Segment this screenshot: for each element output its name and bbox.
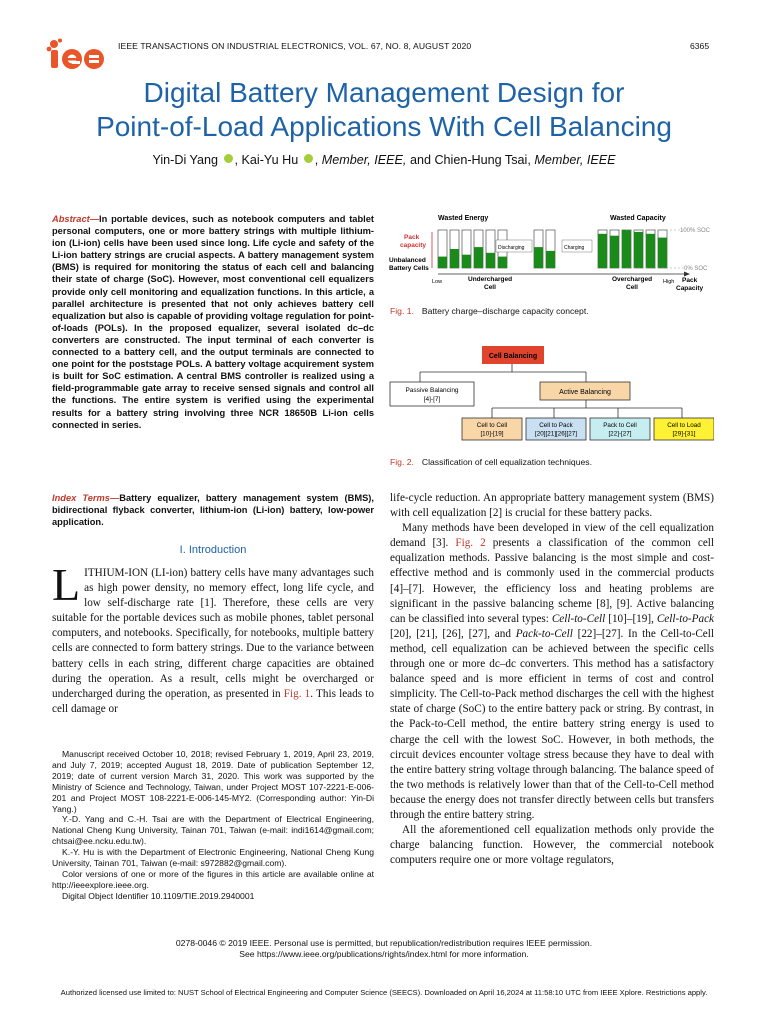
fig1-cell-fill xyxy=(610,236,619,268)
paper-title xyxy=(40,76,728,144)
cell-to-cell-term: Cell-to-Cell xyxy=(551,612,606,625)
fig2-leaf-label: [20][21][26][27] xyxy=(534,430,578,438)
title-line-2: Point-of-Load Applications With Cell Balancing xyxy=(96,111,672,142)
fig1-cell-fill xyxy=(658,238,667,268)
fig1-cell-fill xyxy=(622,230,631,268)
fig2-leaf-label: [10]-[19] xyxy=(480,430,504,438)
copyright-line-1: 0278-0046 © 2019 IEEE. Personal use is permitted, but republication/redistribution requires IEEE permission. xyxy=(175,938,593,948)
author-1: Yin-Di Yang xyxy=(152,153,219,167)
intro-text-a: (LI-ion) battery cells have many advantages such as high power density, no memory effect, long life cycle, and low self-discharge rate [1]. Therefore, these cells are very suitable for the portable devices such as mobile phones, tablet personal computers, and notebooks. Specifically, for notebooks, multiple battery cells are connected to form battery strings. Due to the variance between battery cells in each string, different charge capacities are obtained during the operation. As a result, cells might be overcharged or undercharged during the operation, as presented in xyxy=(52,567,374,700)
abstract-label: Abstract— xyxy=(52,214,100,224)
page-number: 6365 xyxy=(690,41,710,51)
fig1-cells-mid xyxy=(534,230,555,268)
license-notice: Authorized licensed use limited to: NUST School of Electrical Engineering and Computer Science (SEECS). Downloaded on April 16,2024 at 11:58:10 UTC from IEEE Xplore. Restrictions apply. xyxy=(60,988,708,997)
fig1-cell-fill xyxy=(498,257,507,268)
fig1-soc-0: 0% SOC xyxy=(684,266,708,272)
copyright-line-2: See https://www.ieee.org/publications/rights/index.html for more information. xyxy=(239,949,529,959)
fig2-root: Cell Balancing xyxy=(488,353,538,360)
fig1-unbalanced-2: Battery Cells xyxy=(389,265,429,272)
footnote: Color versions of one or more of the figures in this article are available online at http://ieeexplore.ieee.org. xyxy=(52,868,374,890)
index-terms-text: Battery equalizer, battery management system (BMS), bidirectional flyback converter, lithium-ion (Li-ion) battery, low-power application. xyxy=(52,493,374,528)
fig1-wasted-capacity: Wasted Capacity xyxy=(610,215,666,222)
footnotes xyxy=(52,749,374,902)
fig2-leaf-label: [22]-[27] xyxy=(608,430,632,438)
fig1-cell-fill xyxy=(450,249,459,268)
fig2-passive-2: [4]-[7] xyxy=(423,396,441,403)
right-paragraph-3: All the aforementioned cell equalization methods only provide the charge balancing function. However, the commercial notebook computers require one or more voltage regulators, xyxy=(390,824,714,867)
journal-header: IEEE TRANSACTIONS ON INDUSTRIAL ELECTRONICS, VOL. 67, NO. 8, AUGUST 2020 xyxy=(118,41,472,51)
fig1-link[interactable]: Fig. 1 xyxy=(283,687,311,700)
intro-paragraph xyxy=(52,559,374,717)
fig2-leaf-label: [29]-[31] xyxy=(672,430,696,438)
p2-text-c: [10]–[19], xyxy=(605,612,657,625)
fig1-cell-fill xyxy=(546,251,555,268)
fig1-pack-capacity-2: capacity xyxy=(400,242,427,249)
fig2-caption-label: Fig. 2. xyxy=(390,457,414,467)
footnote: K.-Y. Hu is with the Department of Electronic Engineering, National Cheng Kung University, Tainan 701, Taiwan (e-mail: s972882@gmail.com). xyxy=(52,847,374,869)
fig2-link[interactable]: Fig. 2 xyxy=(455,537,486,550)
fig1-pack-cap-right-2: Capacity xyxy=(676,285,704,292)
fig1-cell-fill xyxy=(438,257,447,268)
fig1-caption-label: Fig. 1. xyxy=(390,306,414,316)
fig2-leaf-label: Pack to Cell xyxy=(603,422,637,429)
fig1-caption xyxy=(390,306,589,316)
abstract-text: In portable devices, such as notebook computers and tablet personal computers, one or more battery strings with multiple lithium-ion (Li-ion) cells have been used since long. Life cycle and safety of the Li-ion battery strings are crucial aspects. A battery management system (BMS) is required for monitoring the status of each cell and balancing their state of charge (SoC). However, most conventional cell equalizers provide only cell monitoring and equalization functions. In this article, a parallel architecture is presented that not only achieves battery cell equalization but also is capable of providing voltage regulation for point-of-loads (POLs). In the proposed equalizer, several isolated dc–dc converters are constructed. The input terminal of each converter is connected to a battery cell, and the output terminals are connected to one point for the poststage POLs. A battery voltage acquirement system is built for SoC estimation. A central BMS controller is realized using a field-programmable gate array to receive sensed signals and control all the functions. The entire system is verified using the experimental results for a battery string involving three NCR 18650B Li-ion cells connected in series. xyxy=(52,214,374,430)
fig1-cell-fill xyxy=(486,253,495,268)
fig1-axis-arrow xyxy=(684,272,690,277)
abstract xyxy=(52,213,374,431)
fig2-leaf-label: Cell to Load xyxy=(667,422,701,429)
fig1-pack-cap-right-1: Pack xyxy=(682,277,698,284)
right-paragraph-2 xyxy=(390,521,714,823)
p2-text-b: presents a classification of the common cell equalization methods. Passive balancing is the most simple and cost-effective method and is commonly used in the commercial products [4]–[7]. However, the efficiency loss and heating problems are significant in the passive balancing scheme [8], [9]. Active balancing can be classified into several types: xyxy=(390,537,714,625)
fig1-pack-capacity-1: Pack xyxy=(404,234,420,241)
p2-text-d: [20], [21], [26], [27], and xyxy=(390,627,516,640)
authors: Yin-Di Yang , Kai-Yu Hu , Member, IEEE, and Chien-Hung Tsai, Member, IEEE xyxy=(152,153,616,167)
copyright xyxy=(40,938,728,960)
logo-text: ies xyxy=(46,38,48,39)
fig1-cell-fill xyxy=(462,255,471,268)
drop-cap: L xyxy=(52,559,81,610)
index-terms xyxy=(52,492,374,528)
fig1-cell-fill xyxy=(646,234,655,268)
fig1-caption-text: Battery charge–discharge capacity concept. xyxy=(421,306,589,316)
orcid-icon[interactable] xyxy=(224,154,233,163)
title-line-1: Digital Battery Management Design for xyxy=(143,77,625,108)
p2-text-e: [22]–[27]. In the Cell-to-Cell method, cell equalization can be achieved between the specific cells through one or more dc–dc converters. This method has a satisfactory balance speed and is more efficient in terms of cost and control simplicity. The Cell-to-Pack method discharges the cell with the highest state of charge (SoC) to the entire battery pack or string. By contrast, in the Pack-to-Cell method, the entire battery string energy is used to charge the cell with the lowest SoC. However, in both methods, the circuit devices encounter voltage stress because they have to deal with the entire battery string voltage through balancing. The balance speed of the two methods is relatively lower than that of the Cell-to-Cell method because the energy does not transfer directly between cells but transfers through the entire battery string. xyxy=(390,627,714,821)
fig2-leaves xyxy=(462,418,714,440)
fig1-overcharged-2: Cell xyxy=(626,284,638,291)
fig2-caption-text: Classification of cell equalization techniques. xyxy=(421,457,592,467)
p2-text-a: Many methods have been developed in view of the cell equalization demand [3]. xyxy=(390,522,714,550)
author-2: Kai-Yu Hu xyxy=(241,153,299,167)
pack-to-cell-term: Pack-to-Cell xyxy=(515,627,573,640)
section-heading: I. Introduction xyxy=(179,544,247,556)
fig1-discharging: Discharging xyxy=(498,245,525,251)
figure-1 xyxy=(386,212,714,302)
index-terms-label: Index Terms— xyxy=(52,493,120,503)
fig1-overcharged-1: Overcharged xyxy=(612,276,653,283)
author-conj: and Chien-Hung Tsai, xyxy=(409,153,531,167)
fig1-cells-right xyxy=(598,230,667,268)
fig1-charging: Charging xyxy=(564,245,585,251)
right-column-body xyxy=(390,491,714,868)
ies-logo xyxy=(46,38,106,72)
author-3-role: Member, IEEE xyxy=(534,153,616,167)
fig1-high: High xyxy=(663,279,675,285)
figure-2 xyxy=(386,338,714,448)
fig1-cell-fill xyxy=(598,234,607,268)
intro-text-b: . This leads to cell damage or xyxy=(52,687,374,715)
fig2-passive-1: Passive Balancing xyxy=(405,387,459,394)
fig1-cell-fill xyxy=(634,232,643,268)
footnote: Y.-D. Yang and C.-H. Tsai are with the Department of Electrical Engineering, National Cheng Kung University, Tainan 701, Taiwan (e-mail: indi1614@gmail.com; chtsai@ee.ncku.edu.tw). xyxy=(52,814,374,847)
intro-first-word: ITHIUM-ION xyxy=(84,567,149,579)
orcid-icon[interactable] xyxy=(304,154,313,163)
fig1-soc-100: 100% SOC xyxy=(680,228,711,234)
fig1-undercharged-2: Cell xyxy=(484,284,496,291)
footnote: Digital Object Identifier 10.1109/TIE.2019.2940001 xyxy=(62,890,255,901)
footnote: Manuscript received October 10, 2018; revised February 1, 2019, April 23, 2019, and July 7, 2019; accepted August 18, 2019. Date of publication September 12, 2019; date of current version March 31, 2020. This work was supported by the Ministry of Science and Technology, Taiwan, under Project MOST 107-2221-E-006-201 and Project MOST 108-2221-E-006-145-MY2. (Corresponding author: Yin-Di Yang.) xyxy=(52,749,374,814)
fig2-caption xyxy=(390,457,592,467)
cell-to-pack-term: Cell-to-Pack xyxy=(656,612,714,625)
fig1-unbalanced-1: Unbalanced xyxy=(389,257,426,264)
fig2-leaf-label: Cell to Cell xyxy=(476,422,508,429)
fig1-cell-fill xyxy=(474,247,483,268)
author-2-role: Member, IEEE, xyxy=(321,153,407,167)
fig2-leaf-label: Cell to Pack xyxy=(539,422,573,429)
fig1-wasted-energy: Wasted Energy xyxy=(438,215,489,222)
fig1-undercharged-1: Undercharged xyxy=(468,276,513,283)
fig1-cell-fill xyxy=(534,247,543,268)
fig1-low: Low xyxy=(432,279,443,285)
fig2-active: Active Balancing xyxy=(559,389,611,396)
right-paragraph-1: life-cycle reduction. An appropriate battery management system (BMS) with cell equalization [2] is crucial for these battery packs. xyxy=(390,492,714,520)
